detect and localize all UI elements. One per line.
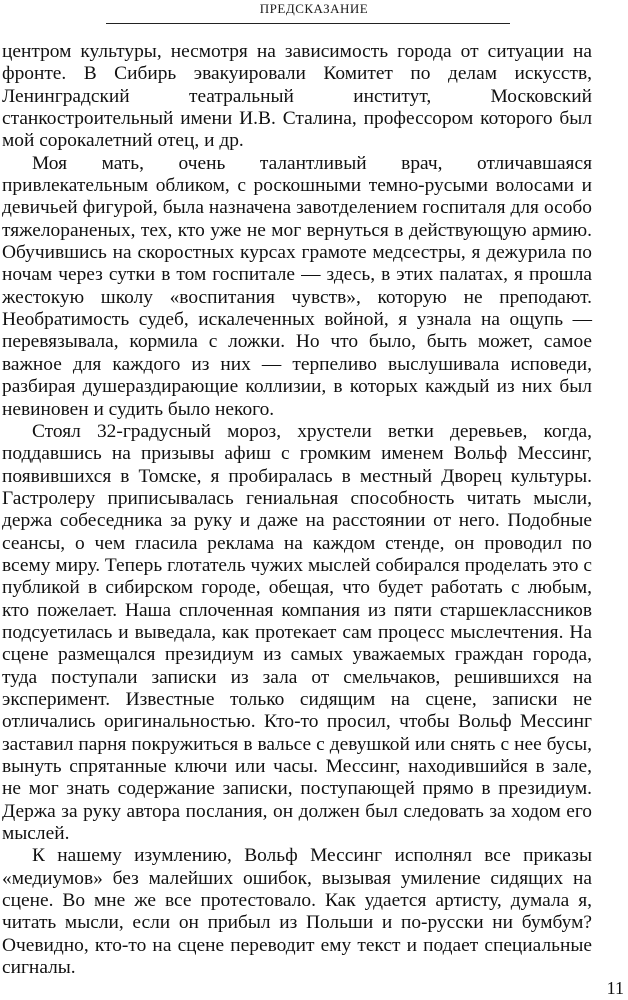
paragraph-amazement: К нашему изумлению, Вольф Мессинг исполнял все приказы «медиумов» без малейших ошибок, вызывая умиление сидящих на сцене. Во мне же все протестовало. Как удается артисту, думала я, читать мысли, если он прибыл из Польши и по-русски ни бумбум? Очевидно, кто-то на сцене переводит ему текст и подает специальные сигналы. xyxy=(2,845,592,979)
paragraph-continued: центром культуры, несмотря на зависимость города от ситуации на фронте. В Сибирь эвакуировали Комитет по делам искусств, Ленинградский театральный институт, Московский станкостроительный имени И.В. Сталина, профессором которого был мой сорокалетний отец, и др. xyxy=(2,41,592,152)
body-text xyxy=(2,41,592,979)
paragraph-messing-show: Стоял 32-градусный мороз, хрустели ветки деревьев, когда, поддавшись на призывы афиш с громким именем Вольф Мессинг, появившихся в Томске, я пробиралась в местный Дворец культуры. Гастролеру приписывалась гениальная способность читать мысли, держа собеседника за руку и даже на расстоянии от него. Подобные сеансы, о чем гласила реклама на каждом стенде, он проводил по всему миру. Теперь глотатель чужих мыслей собирался проделать это с публикой в сибирском городе, обещая, что будет работать с любым, кто пожелает. Наша сплоченная компания из пяти старшеклассников подсуетилась и выведала, как протекает сам процесс мыслечтения. На сцене размещался президиум из самых уважаемых граждан города, туда поступали записки из зала от смельчаков, решившихся на эксперимент. Известные только сидящим на сцене, записки не отличались оригинальностью. Кто-то просил, чтобы Вольф Мессинг заставил парня покружиться в вальсе с девушкой или снять с нее бусы, вынуть спрятанные ключи или часы. Мессинг, находившийся в зале, не мог знать содержание записки, поступающей прямо в президиум. Держа за руку автора послания, он должен был следовать за ходом его мыслей. xyxy=(2,420,592,845)
running-head: ПРЕДСКАЗАНИЕ xyxy=(259,1,369,16)
header-rule xyxy=(106,23,510,24)
paragraph-mother: Моя мать, очень талантливый врач, отличавшаяся привлекательным обликом, с роскошными темно-русыми волосами и девичьей фигурой, была назначена завотделением госпиталя для особо тяжелораненых, тех, кто уже не мог вернуться в действующую армию. Обучившись на скоростных курсах грамоте медсестры, я дежурила по ночам через сутки в том госпитале — здесь, в этих палатах, я прошла жестокую школу «воспитания чувств», которую не преподают. Необратимость судеб, искалеченных войной, я узнала на ощупь — перевязывала, кормила с ложки. Но что было, быть может, самое важное для каждого из них — терпеливо выслушивала исповеди, разбирая душераздирающие коллизии, в которых каждый из них был невиновен и судить было некого. xyxy=(2,152,592,420)
page-number: 11 xyxy=(606,978,624,998)
